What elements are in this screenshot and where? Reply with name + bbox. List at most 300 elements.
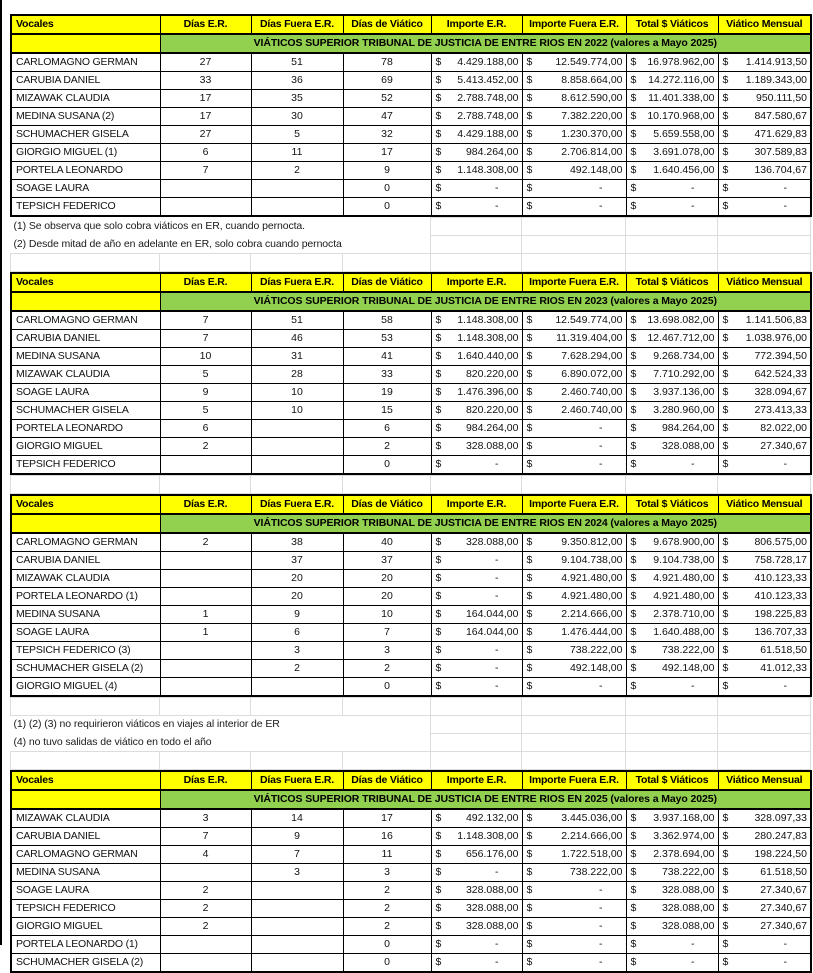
total-viaticos-cell <box>626 402 718 420</box>
corner-cell <box>11 514 160 533</box>
amount: 4.921.480,00 <box>653 572 715 584</box>
money-value <box>627 534 718 551</box>
money-value <box>523 624 626 641</box>
viatico-mensual-cell <box>718 180 811 198</box>
dias-viatico-cell: 33 <box>343 366 431 384</box>
money-value <box>719 624 811 641</box>
currency-symbol: $ <box>722 74 729 86</box>
currency-symbol: $ <box>630 74 637 86</box>
viaticos-table-2023 <box>10 272 812 475</box>
blank-row <box>11 254 811 272</box>
table-row <box>11 828 811 846</box>
money-value <box>627 918 718 935</box>
dias-er-cell <box>160 642 251 660</box>
currency-symbol: $ <box>526 626 533 638</box>
currency-symbol: $ <box>435 146 442 158</box>
dias-viatico-cell: 53 <box>343 330 431 348</box>
empty-grid-cell <box>343 698 431 716</box>
viatico-mensual-cell <box>718 918 811 936</box>
amount: 12.549.774,00 <box>555 56 623 68</box>
dias-viatico-cell: 17 <box>343 809 431 828</box>
money-value <box>432 366 522 383</box>
amount: - <box>691 458 695 470</box>
currency-symbol: $ <box>722 920 729 932</box>
amount: 471.629,83 <box>754 128 807 140</box>
empty-grid-cell <box>718 476 811 494</box>
amount: 328.088,00 <box>465 440 519 452</box>
viatico-mensual-cell <box>718 402 811 420</box>
total-viaticos-cell <box>626 384 718 402</box>
money-value <box>719 126 811 143</box>
importe-fuera-er-cell <box>522 678 626 697</box>
money-value <box>719 846 811 863</box>
dias-er-cell: 9 <box>160 384 251 402</box>
importe-er-cell <box>431 624 522 642</box>
amount: 1.189.343,00 <box>745 74 807 86</box>
money-value <box>719 918 811 935</box>
currency-symbol: $ <box>526 110 533 122</box>
amount: - <box>691 956 695 968</box>
empty-grid-cell <box>251 254 343 272</box>
importe-fuera-er-cell <box>522 570 626 588</box>
amount: 6.890.072,00 <box>561 368 623 380</box>
amount: 61.518,50 <box>760 644 807 656</box>
dias-er-cell: 2 <box>160 882 251 900</box>
money-value <box>627 660 718 677</box>
currency-symbol: $ <box>435 164 442 176</box>
currency-symbol: $ <box>630 386 637 398</box>
total-viaticos-cell <box>626 126 718 144</box>
viatico-mensual-cell <box>718 642 811 660</box>
total-viaticos-cell <box>626 53 718 72</box>
dias-viatico-cell: 2 <box>343 438 431 456</box>
amount: 164.044,00 <box>465 626 519 638</box>
dias-viatico-cell: 69 <box>343 72 431 90</box>
dias-er-cell: 10 <box>160 348 251 366</box>
column-header: Importe Fuera E.R. <box>522 495 626 514</box>
table-row <box>11 918 811 936</box>
amount: 328.088,00 <box>465 902 519 914</box>
viatico-mensual-cell <box>718 624 811 642</box>
importe-er-cell <box>431 954 522 973</box>
total-viaticos-cell <box>626 330 718 348</box>
vocal-cell: MIZAWAK CLAUDIA <box>11 366 160 384</box>
currency-symbol: $ <box>435 182 442 194</box>
dias-viatico-cell: 0 <box>343 198 431 217</box>
currency-symbol: $ <box>435 404 442 416</box>
total-viaticos-cell <box>626 144 718 162</box>
amount: 10.170.968,00 <box>647 110 715 122</box>
viatico-mensual-cell <box>718 606 811 624</box>
amount: - <box>599 440 603 452</box>
dias-viatico-cell: 2 <box>343 918 431 936</box>
amount: - <box>495 680 499 692</box>
amount: 328.088,00 <box>465 536 519 548</box>
money-value <box>719 198 811 215</box>
amount: - <box>691 938 695 950</box>
title-row <box>11 790 811 809</box>
importe-er-cell <box>431 108 522 126</box>
dias-er-cell <box>160 678 251 697</box>
viatico-mensual-cell <box>718 162 811 180</box>
amount: - <box>783 182 787 194</box>
currency-symbol: $ <box>722 590 729 602</box>
amount: 27.340,67 <box>760 440 807 452</box>
total-viaticos-cell <box>626 624 718 642</box>
currency-symbol: $ <box>630 128 637 140</box>
money-value <box>627 570 718 587</box>
vocal-cell: PORTELA LEONARDO <box>11 420 160 438</box>
currency-symbol: $ <box>526 572 533 584</box>
importe-er-cell <box>431 678 522 697</box>
column-header: Vocales <box>11 495 160 514</box>
money-value <box>719 456 811 473</box>
vocal-cell: CARUBIA DANIEL <box>11 552 160 570</box>
amount: - <box>783 458 787 470</box>
column-header: Días Fuera E.R. <box>251 15 343 34</box>
money-value <box>719 882 811 899</box>
money-value <box>627 330 718 347</box>
table-row <box>11 108 811 126</box>
table-row <box>11 72 811 90</box>
currency-symbol: $ <box>526 866 533 878</box>
table-row <box>11 900 811 918</box>
currency-symbol: $ <box>435 536 442 548</box>
amount: 328.088,00 <box>465 920 519 932</box>
empty-grid-cell <box>251 752 343 770</box>
empty-grid-cell <box>522 254 626 272</box>
corner-cell <box>11 34 160 53</box>
importe-fuera-er-cell <box>522 126 626 144</box>
column-header: Días E.R. <box>160 15 251 34</box>
table-row <box>11 624 811 642</box>
money-value <box>627 366 718 383</box>
importe-fuera-er-cell <box>522 180 626 198</box>
column-header: Importe E.R. <box>431 273 522 292</box>
amount: 9.268.734,00 <box>653 350 715 362</box>
currency-symbol: $ <box>722 350 729 362</box>
currency-symbol: $ <box>630 458 637 470</box>
currency-symbol: $ <box>630 884 637 896</box>
viatico-mensual-cell <box>718 809 811 828</box>
column-header: Días Fuera E.R. <box>251 273 343 292</box>
table-title: VIÁTICOS SUPERIOR TRIBUNAL DE JUSTICIA DE ENTRE RIOS EN 2025 (valores a Mayo 2025) <box>160 790 811 809</box>
dias-viatico-cell: 16 <box>343 828 431 846</box>
empty-grid-cell <box>160 476 251 494</box>
empty-grid-cell <box>431 734 522 752</box>
dias-fuera-er-cell <box>251 438 343 456</box>
table-row <box>11 882 811 900</box>
money-value <box>627 402 718 419</box>
amount: 3.280.960,00 <box>653 404 715 416</box>
viatico-mensual-cell <box>718 144 811 162</box>
total-viaticos-cell <box>626 954 718 973</box>
currency-symbol: $ <box>722 608 729 620</box>
dias-fuera-er-cell: 20 <box>251 588 343 606</box>
dias-viatico-cell: 52 <box>343 90 431 108</box>
viatico-mensual-cell <box>718 438 811 456</box>
title-row <box>11 34 811 53</box>
money-value <box>719 72 811 89</box>
table-row <box>11 533 811 552</box>
currency-symbol: $ <box>526 554 533 566</box>
money-value <box>432 810 522 827</box>
money-value <box>432 348 522 365</box>
dias-fuera-er-cell: 28 <box>251 366 343 384</box>
column-header: Días E.R. <box>160 495 251 514</box>
blank-row <box>11 752 811 770</box>
money-value <box>432 828 522 845</box>
currency-symbol: $ <box>435 662 442 674</box>
money-value <box>627 54 718 71</box>
money-value <box>523 606 626 623</box>
currency-symbol: $ <box>435 866 442 878</box>
importe-fuera-er-cell <box>522 438 626 456</box>
vocal-cell: TEPSICH FEDERICO <box>11 456 160 475</box>
money-value <box>432 180 522 197</box>
amount: 847.580,67 <box>754 110 807 122</box>
currency-symbol: $ <box>722 554 729 566</box>
currency-symbol: $ <box>435 626 442 638</box>
amount: - <box>691 182 695 194</box>
notes-area-2022 <box>10 217 811 272</box>
money-value <box>719 384 811 401</box>
importe-fuera-er-cell <box>522 809 626 828</box>
importe-er-cell <box>431 918 522 936</box>
footnote: (1) (2) (3) no requirieron viáticos en viajes al interior de ER <box>13 718 280 731</box>
amount: 1.722.518,00 <box>561 848 623 860</box>
currency-symbol: $ <box>722 572 729 584</box>
money-value <box>627 588 718 605</box>
money-value <box>719 588 811 605</box>
money-value <box>627 384 718 401</box>
currency-symbol: $ <box>526 74 533 86</box>
empty-grid-cell <box>11 752 160 770</box>
vocal-cell: CARUBIA DANIEL <box>11 72 160 90</box>
dias-er-cell: 3 <box>160 809 251 828</box>
currency-symbol: $ <box>435 74 442 86</box>
dias-er-cell: 27 <box>160 53 251 72</box>
amount: 820.220,00 <box>465 368 519 380</box>
money-value <box>523 642 626 659</box>
currency-symbol: $ <box>630 404 637 416</box>
currency-symbol: $ <box>722 422 729 434</box>
currency-symbol: $ <box>630 662 637 674</box>
currency-symbol: $ <box>630 110 637 122</box>
amount: 61.518,50 <box>760 866 807 878</box>
currency-symbol: $ <box>630 332 637 344</box>
empty-grid-cell <box>11 476 160 494</box>
total-viaticos-cell <box>626 678 718 697</box>
vocal-cell: GIORGIO MIGUEL (1) <box>11 144 160 162</box>
money-value <box>432 420 522 437</box>
currency-symbol: $ <box>722 110 729 122</box>
table-row <box>11 570 811 588</box>
empty-grid-cell <box>718 752 811 770</box>
amount: 642.524,33 <box>754 368 807 380</box>
total-viaticos-cell <box>626 420 718 438</box>
amount: 328.088,00 <box>661 884 715 896</box>
currency-symbol: $ <box>435 350 442 362</box>
money-value <box>719 144 811 161</box>
money-value <box>719 828 811 845</box>
dias-er-cell <box>160 588 251 606</box>
dias-fuera-er-cell: 51 <box>251 53 343 72</box>
column-header: Importe Fuera E.R. <box>522 771 626 790</box>
note-row <box>11 716 811 734</box>
dias-fuera-er-cell <box>251 180 343 198</box>
money-value <box>627 198 718 215</box>
amount: - <box>599 422 603 434</box>
amount: 1.148.308,00 <box>457 314 519 326</box>
dias-fuera-er-cell <box>251 678 343 697</box>
amount: - <box>495 866 499 878</box>
column-header: Viático Mensual <box>718 273 811 292</box>
amount: 1.476.396,00 <box>457 386 519 398</box>
currency-symbol: $ <box>526 332 533 344</box>
header-row <box>11 771 811 790</box>
importe-fuera-er-cell <box>522 900 626 918</box>
currency-symbol: $ <box>630 938 637 950</box>
currency-symbol: $ <box>435 938 442 950</box>
importe-er-cell <box>431 162 522 180</box>
money-value <box>432 54 522 71</box>
currency-symbol: $ <box>526 422 533 434</box>
currency-symbol: $ <box>630 440 637 452</box>
column-header: Total $ Viáticos <box>626 273 718 292</box>
amount: 738.222,00 <box>569 644 623 656</box>
viatico-mensual-cell <box>718 456 811 475</box>
viaticos-table-2022 <box>10 14 812 217</box>
currency-symbol: $ <box>722 848 729 860</box>
importe-fuera-er-cell <box>522 108 626 126</box>
column-header: Viático Mensual <box>718 15 811 34</box>
dias-fuera-er-cell <box>251 882 343 900</box>
amount: 280.247,83 <box>754 830 807 842</box>
dias-viatico-cell: 58 <box>343 311 431 330</box>
importe-er-cell <box>431 882 522 900</box>
importe-er-cell <box>431 144 522 162</box>
viatico-mensual-cell <box>718 72 811 90</box>
amount: 2.460.740,00 <box>561 404 623 416</box>
money-value <box>432 438 522 455</box>
dias-viatico-cell: 7 <box>343 624 431 642</box>
vocal-cell: CARLOMAGNO GERMAN <box>11 53 160 72</box>
importe-fuera-er-cell <box>522 864 626 882</box>
column-header: Vocales <box>11 273 160 292</box>
table-row <box>11 606 811 624</box>
money-value <box>432 72 522 89</box>
dias-er-cell: 6 <box>160 420 251 438</box>
currency-symbol: $ <box>526 902 533 914</box>
empty-grid-cell <box>431 698 522 716</box>
currency-symbol: $ <box>722 56 729 68</box>
money-value <box>432 624 522 641</box>
dias-er-cell: 1 <box>160 606 251 624</box>
total-viaticos-cell <box>626 90 718 108</box>
dias-er-cell <box>160 660 251 678</box>
currency-symbol: $ <box>435 554 442 566</box>
money-value <box>432 384 522 401</box>
column-header: Total $ Viáticos <box>626 15 718 34</box>
empty-grid-cell <box>251 698 343 716</box>
amount: 4.921.480,00 <box>561 572 623 584</box>
amount: - <box>599 938 603 950</box>
viatico-mensual-cell <box>718 570 811 588</box>
money-value <box>523 882 626 899</box>
money-value <box>523 54 626 71</box>
amount: 1.038.976,00 <box>745 332 807 344</box>
amount: 984.264,00 <box>465 422 519 434</box>
importe-fuera-er-cell <box>522 954 626 973</box>
empty-grid-cell <box>522 236 626 254</box>
amount: 3.937.136,00 <box>653 386 715 398</box>
currency-symbol: $ <box>722 146 729 158</box>
currency-symbol: $ <box>526 404 533 416</box>
dias-er-cell: 7 <box>160 828 251 846</box>
money-value <box>523 420 626 437</box>
dias-er-cell <box>160 570 251 588</box>
amount: - <box>495 182 499 194</box>
money-value <box>432 918 522 935</box>
total-viaticos-cell <box>626 588 718 606</box>
empty-grid-cell <box>431 254 522 272</box>
table-row <box>11 144 811 162</box>
table-row <box>11 162 811 180</box>
dias-fuera-er-cell: 46 <box>251 330 343 348</box>
money-value <box>627 72 718 89</box>
money-value <box>627 642 718 659</box>
amount: 328.088,00 <box>661 440 715 452</box>
money-value <box>523 810 626 827</box>
amount: 1.414.913,50 <box>745 56 807 68</box>
amount: 1.230.370,00 <box>561 128 623 140</box>
money-value <box>627 624 718 641</box>
vocal-cell: SOAGE LAURA <box>11 384 160 402</box>
currency-symbol: $ <box>722 536 729 548</box>
amount: 4.429.188,00 <box>457 56 519 68</box>
empty-grid-cell <box>718 716 811 734</box>
dias-viatico-cell: 41 <box>343 348 431 366</box>
empty-grid-cell <box>431 752 522 770</box>
amount: 9.104.738,00 <box>653 554 715 566</box>
table-row <box>11 438 811 456</box>
column-header: Días E.R. <box>160 771 251 790</box>
importe-er-cell <box>431 311 522 330</box>
money-value <box>523 552 626 569</box>
currency-symbol: $ <box>435 422 442 434</box>
importe-er-cell <box>431 660 522 678</box>
viatico-mensual-cell <box>718 828 811 846</box>
amount: 7.710.292,00 <box>653 368 715 380</box>
table-row <box>11 198 811 217</box>
column-header: Total $ Viáticos <box>626 771 718 790</box>
currency-symbol: $ <box>722 626 729 638</box>
viatico-mensual-cell <box>718 348 811 366</box>
vocal-cell: PORTELA LEONARDO <box>11 162 160 180</box>
money-value <box>523 918 626 935</box>
viatico-mensual-cell <box>718 954 811 973</box>
total-viaticos-cell <box>626 846 718 864</box>
dias-fuera-er-cell: 10 <box>251 384 343 402</box>
dias-er-cell: 6 <box>160 144 251 162</box>
dias-viatico-cell: 6 <box>343 420 431 438</box>
dias-fuera-er-cell <box>251 198 343 217</box>
money-value <box>719 162 811 179</box>
currency-symbol: $ <box>435 440 442 452</box>
money-value <box>523 954 626 971</box>
amount: 1.640.440,00 <box>457 350 519 362</box>
